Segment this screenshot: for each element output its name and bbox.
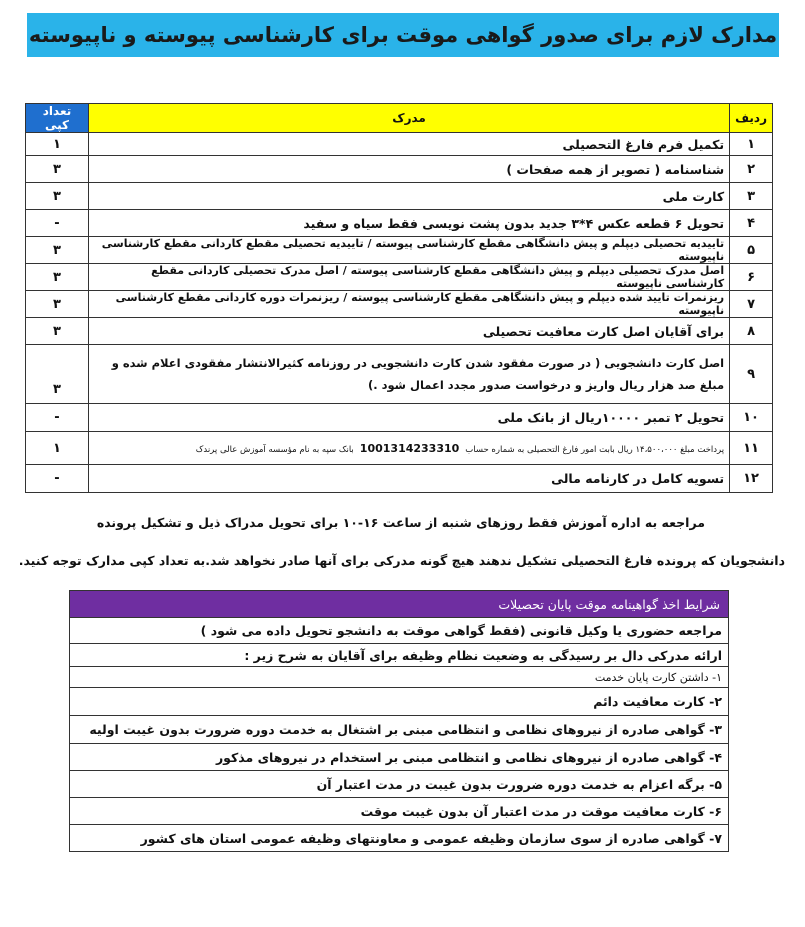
header-copies: تعداد کپی — [26, 104, 89, 133]
condition-item: ۱- داشتن کارت پایان خدمت — [70, 667, 729, 688]
row-document: تکمیل فرم فارغ التحصیلی — [89, 133, 730, 156]
page-title: مدارک لازم برای صدور گواهی موقت برای کارشناسی پیوسته و ناپیوسته — [27, 13, 779, 57]
row-document — [89, 432, 730, 465]
header-row-number: ردیف — [730, 104, 773, 133]
table-row — [26, 465, 773, 493]
table-row — [26, 237, 773, 264]
row-copies: ۳ — [26, 318, 89, 345]
row-document: تسویه کامل در کارنامه مالی — [89, 465, 730, 493]
condition-row — [70, 667, 729, 688]
payment-text: پرداخت مبلغ ۱۴،۵۰۰،۰۰۰ ریال بابت امور فارغ التحصیلی به شماره حساب — [465, 444, 725, 455]
row-copies: ۱ — [26, 133, 89, 156]
file-warning-note: دانشجویان که پرونده فارغ التحصیلی تشکیل ندهند هیچ گونه مدرکی برای آنها صادر نخواهد شد.به تعداد کپی مدارک توجه کنید. — [18, 553, 785, 568]
table-row — [26, 210, 773, 237]
row-copies: - — [26, 404, 89, 432]
header-document: مدرک — [89, 104, 730, 133]
row-copies: - — [26, 465, 89, 493]
row-copies: ۱ — [26, 432, 89, 465]
condition-item: ۵- برگه اعزام به خدمت دوره ضرورت بدون غیبت در مدت اعتبار آن — [70, 771, 729, 798]
condition-row — [70, 716, 729, 744]
row-copies: ۳ — [26, 156, 89, 183]
row-number: ۳ — [730, 183, 773, 210]
row-number: ۱۰ — [730, 404, 773, 432]
row-document: برای آقایان اصل کارت معافیت تحصیلی — [89, 318, 730, 345]
table-row — [26, 318, 773, 345]
condition-row — [70, 644, 729, 667]
condition-row — [70, 771, 729, 798]
row-document: تاییدیه تحصیلی دیپلم و پیش دانشگاهی مقطع کارشناسی پیوسته / تاییدیه تحصیلی مقطع کاردانی مقطع کارشناسی ناپیوسته — [89, 237, 730, 264]
condition-item: ۳- گواهی صادره از نیروهای نظامی و انتظامی مبنی بر اشتغال به خدمت دوره ضرورت بدون غیبت اولیه — [70, 716, 729, 744]
table-row — [26, 156, 773, 183]
table-row — [26, 404, 773, 432]
table-row — [26, 432, 773, 465]
conditions-table — [69, 590, 729, 852]
condition-item: ۷- گواهی صادره از سوی سازمان وظیفه عمومی و معاونتهای وظیفه عمومی استان های کشور — [70, 825, 729, 852]
account-number: 1001314233310 — [359, 441, 460, 455]
documents-table-header — [26, 104, 773, 133]
row-document: شناسنامه ( تصویر از همه صفحات ) — [89, 156, 730, 183]
row-document: اصل کارت دانشجویی ( در صورت مفقود شدن کارت دانشجویی در روزنامه کثیرالانتشار مفقودی اعلام شده و مبلغ صد هزار ریال واریز و درخواست صدور مجدد اعمال شود .) — [89, 345, 730, 404]
row-number: ۹ — [730, 345, 773, 404]
row-copies: - — [26, 210, 89, 237]
condition-item: ۴- گواهی صادره از نیروهای نظامی و انتظامی مبنی بر استخدام در نیروهای مذکور — [70, 744, 729, 771]
row-number: ۷ — [730, 291, 773, 318]
row-copies: ۳ — [26, 291, 89, 318]
row-copies: ۳ — [26, 183, 89, 210]
bank-text: بانک سپه به نام مؤسسه آموزش عالی پرندک — [195, 444, 354, 455]
row-number: ۲ — [730, 156, 773, 183]
condition-row — [70, 618, 729, 644]
row-number: ۶ — [730, 264, 773, 291]
row-number: ۵ — [730, 237, 773, 264]
row-number: ۱۲ — [730, 465, 773, 493]
row-number: ۱ — [730, 133, 773, 156]
condition-row — [70, 688, 729, 716]
row-copies: ۳ — [26, 345, 89, 404]
table-row — [26, 264, 773, 291]
row-document: ریزنمرات تایید شده دیپلم و پیش دانشگاهی مقطع کارشناسی پیوسته / ریزنمرات دوره کاردانی مقطع کارشناسی ناپیوسته — [89, 291, 730, 318]
condition-row — [70, 744, 729, 771]
table-row — [26, 183, 773, 210]
row-copies: ۳ — [26, 237, 89, 264]
condition-item: ۶- کارت معافیت موقت در مدت اعتبار آن بدون غیبت موقت — [70, 798, 729, 825]
table-row — [26, 345, 773, 404]
row-number: ۸ — [730, 318, 773, 345]
documents-table — [25, 103, 773, 493]
condition-row — [70, 798, 729, 825]
table-row — [26, 133, 773, 156]
row-document: اصل مدرک تحصیلی دیپلم و پیش دانشگاهی مقطع کارشناسی پیوسته / اصل مدرک تحصیلی کاردانی مقطع کارشناسی ناپیوسته — [89, 264, 730, 291]
row-document: تحویل ۶ قطعه عکس ۴*۳ جدید بدون پشت نویسی فقط سیاه و سفید — [89, 210, 730, 237]
row-document: تحویل ۲ تمبر ۱۰۰۰۰ریال از بانک ملی — [89, 404, 730, 432]
row-document: کارت ملی — [89, 183, 730, 210]
table-row — [26, 291, 773, 318]
condition-item: ۲- کارت معافیت دائم — [70, 688, 729, 716]
condition-item: ارائه مدرکی دال بر رسیدگی به وضعیت نظام وظیفه برای آقایان به شرح زیر : — [70, 644, 729, 667]
row-number: ۱۱ — [730, 432, 773, 465]
condition-item: مراجعه حضوری یا وکیل قانونی (فقط گواهی موقت به دانشجو تحویل داده می شود ) — [70, 618, 729, 644]
row-copies: ۳ — [26, 264, 89, 291]
conditions-header: شرایط اخذ گواهینامه موقت پایان تحصیلات — [70, 591, 729, 618]
row-number: ۴ — [730, 210, 773, 237]
office-hours-note: مراجعه به اداره آموزش فقط روزهای شنبه از ساعت ۱۶-۱۰ برای تحویل مدراک ذیل و تشکیل پرونده — [96, 515, 705, 530]
condition-row — [70, 825, 729, 852]
conditions-header-row — [70, 591, 729, 618]
